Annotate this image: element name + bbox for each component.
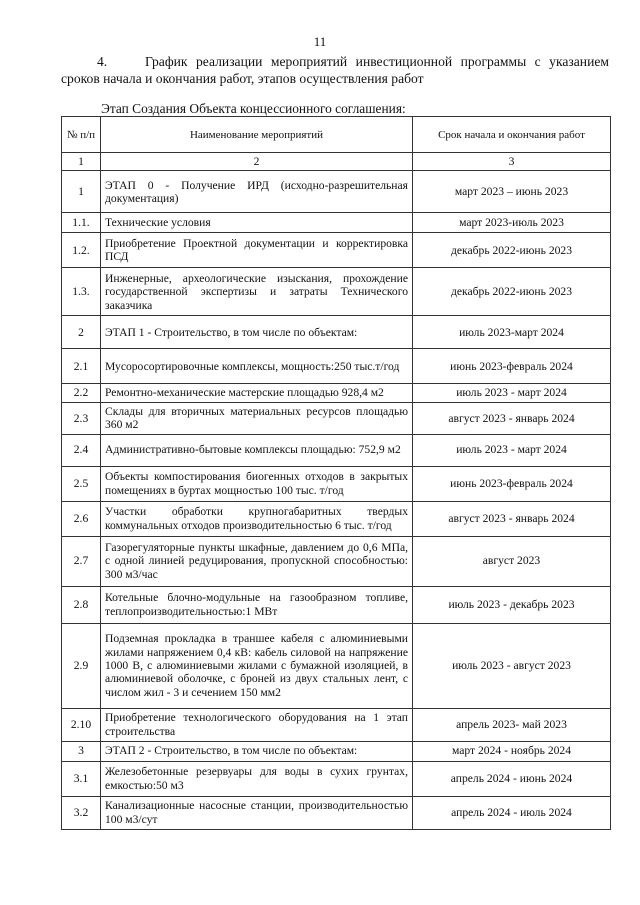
schedule-body [62,171,611,829]
row-number: 1 [62,171,101,213]
row-number: 2.5 [62,466,101,501]
table-row [62,741,611,761]
row-dates: июнь 2023-февраль 2024 [413,466,611,501]
row-number: 2.6 [62,501,101,536]
table-row [62,536,611,586]
row-number: 2.4 [62,434,101,466]
table-row [62,586,611,623]
schedule-table [61,116,611,830]
row-number: 1.1. [62,213,101,233]
row-number: 2 [62,316,101,349]
table-row [62,466,611,501]
row-dates: июнь 2023-февраль 2024 [413,349,611,384]
section-title: График реализации мероприятий инвестиционной программы с указанием сроков начала и окончания работ, этапов осуществления работ [61,54,609,86]
row-activity: Технические условия [101,213,413,233]
table-row [62,233,611,268]
row-dates: декабрь 2022-июнь 2023 [413,233,611,268]
row-number: 3.1 [62,761,101,796]
table-row [62,349,611,384]
row-dates: март 2024 - ноябрь 2024 [413,741,611,761]
column-number-1: 1 [62,153,101,171]
table-row [62,384,611,402]
row-dates: июль 2023 - август 2023 [413,623,611,708]
row-dates: август 2023 - январь 2024 [413,501,611,536]
table-header-row [62,117,611,153]
header-number: № п/п [62,117,101,153]
row-number: 2.2 [62,384,101,402]
row-activity: ЭТАП 1 - Строительство, в том числе по объектам: [101,316,413,349]
table-row [62,434,611,466]
row-activity: Участки обработки крупногабаритных твердых коммунальных отходов производительностью 6 тыс. т/год [101,501,413,536]
row-number: 2.10 [62,708,101,741]
table-row [62,708,611,741]
header-activity: Наименование мероприятий [101,117,413,153]
table-row [62,316,611,349]
table-row [62,171,611,213]
row-number: 3.2 [62,796,101,829]
row-activity: Котельные блочно-модульные на газообразном топливе, теплопроизводительностью:1 МВт [101,586,413,623]
row-activity: ЭТАП 2 - Строительство, в том числе по объектам: [101,741,413,761]
row-number: 2.9 [62,623,101,708]
row-dates: март 2023-июль 2023 [413,213,611,233]
row-activity: Железобетонные резервуары для воды в сухих грунтах, емкостью:50 м3 [101,761,413,796]
row-dates: апрель 2023- май 2023 [413,708,611,741]
section-number: 4. [97,54,108,69]
table-row [62,402,611,434]
header-dates: Срок начала и окончания работ [413,117,611,153]
row-dates: июль 2023-март 2024 [413,316,611,349]
column-number-2: 2 [101,153,413,171]
column-number-3: 3 [413,153,611,171]
row-number: 2.3 [62,402,101,434]
table-row [62,501,611,536]
row-activity: Приобретение Проектной документации и корректировка ПСД [101,233,413,268]
table-row [62,761,611,796]
row-activity: Инженерные, археологические изыскания, прохождение государственной экспертизы и затраты Технического заказчика [101,268,413,316]
table-row [62,268,611,316]
table-row [62,796,611,829]
row-activity: Объекты компостирования биогенных отходов в закрытых помещениях в буртах мощностью 100 тыс. т/год [101,466,413,501]
row-number: 2.8 [62,586,101,623]
row-dates: июль 2023 - март 2024 [413,384,611,402]
row-dates: апрель 2024 - июль 2024 [413,796,611,829]
row-activity: Мусоросортировочные комплексы, мощность:250 тыс.т/год [101,349,413,384]
row-number: 3 [62,741,101,761]
row-activity: Подземная прокладка в траншее кабеля с алюминиевыми жилами напряжением 0,4 кВ: кабель силовой на напряжение 1000 В, с алюминиевыми жилами с бумажной изоляцией, в алюминиевой оболочке, с броней из двух стальных лент, с числом жил - 3 и сечением 150 мм2 [101,623,413,708]
table-row [62,213,611,233]
page-number: 11 [313,34,327,49]
column-number-row [62,153,611,171]
row-dates: август 2023 - январь 2024 [413,402,611,434]
row-number: 2.7 [62,536,101,586]
row-activity: Газорегуляторные пункты шкафные, давлением до 0,6 МПа, с одной линией редуцирования, пропускной способностью: 300 м3/час [101,536,413,586]
row-number: 1.3. [62,268,101,316]
row-dates: июль 2023 - март 2024 [413,434,611,466]
row-dates: июль 2023 - декабрь 2023 [413,586,611,623]
row-dates: март 2023 – июнь 2023 [413,171,611,213]
row-activity: Канализационные насосные станции, производительностью 100 м3/сут [101,796,413,829]
row-number: 2.1 [62,349,101,384]
section-heading [61,53,609,87]
table-row [62,623,611,708]
row-dates: декабрь 2022-июнь 2023 [413,268,611,316]
row-number: 1.2. [62,233,101,268]
row-dates: август 2023 [413,536,611,586]
row-dates: апрель 2024 - июнь 2024 [413,761,611,796]
row-activity: ЭТАП 0 - Получение ИРД (исходно-разрешительная документация) [101,171,413,213]
row-activity: Приобретение технологического оборудования на 1 этап строительства [101,708,413,741]
stage-subheading: Этап Создания Объекта концессионного соглашения: [101,101,406,116]
row-activity: Административно-бытовые комплексы площадью: 752,9 м2 [101,434,413,466]
row-activity: Склады для вторичных материальных ресурсов площадью 360 м2 [101,402,413,434]
row-activity: Ремонтно-механические мастерские площадью 928,4 м2 [101,384,413,402]
